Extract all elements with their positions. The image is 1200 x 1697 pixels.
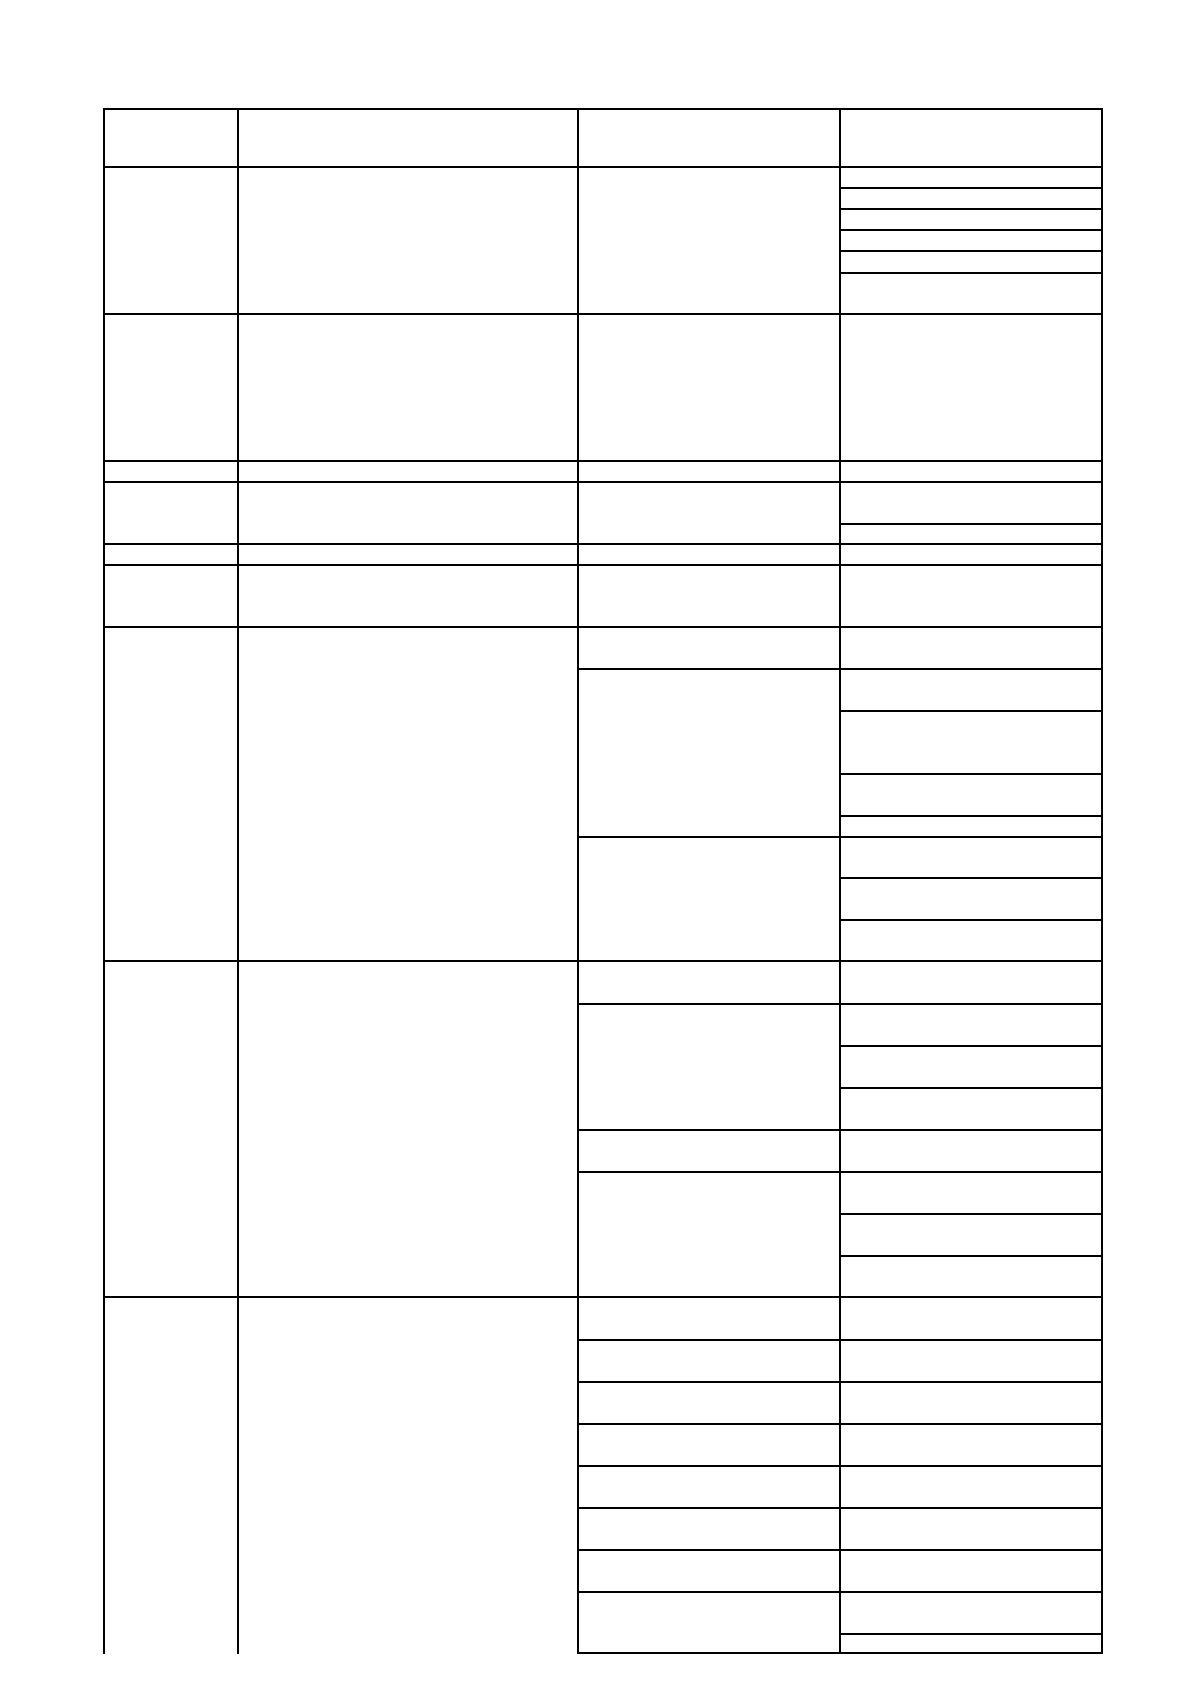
dosage-form — [839, 773, 1103, 815]
table-border — [237, 565, 239, 627]
table-border — [1101, 627, 1103, 961]
dosage-form — [839, 187, 1103, 208]
table-border — [103, 482, 105, 544]
drug-name — [577, 1591, 839, 1654]
table-border — [839, 1213, 1103, 1215]
drug-name — [577, 482, 839, 544]
dosage-form — [839, 229, 1103, 250]
table-border — [1101, 961, 1103, 1297]
drug-name — [577, 1129, 839, 1171]
table-border — [237, 961, 239, 1297]
table-border — [839, 208, 1103, 210]
table-border — [237, 544, 239, 565]
table-border — [839, 1045, 1103, 1047]
table-border — [103, 565, 105, 627]
table-border — [839, 961, 841, 1297]
table-border — [237, 482, 239, 544]
dosage-form — [839, 627, 1103, 668]
atc-code — [103, 1297, 237, 1654]
table-border — [839, 710, 1103, 712]
table-border — [1101, 1297, 1103, 1654]
dosage-form — [839, 877, 1103, 919]
dosage-form — [839, 1045, 1103, 1087]
atc-group-name — [237, 167, 577, 314]
table-border — [577, 1297, 579, 1654]
table-border — [839, 627, 841, 961]
dosage-form — [839, 1087, 1103, 1129]
dosage-form — [839, 1129, 1103, 1171]
drug-name — [577, 836, 839, 961]
table-border — [839, 314, 841, 461]
atc-code — [103, 108, 237, 167]
dosage-form — [839, 1297, 1103, 1339]
atc-group-name — [237, 461, 577, 482]
drug-name — [577, 1381, 839, 1423]
dosage-form — [839, 1465, 1103, 1507]
atc-code — [103, 314, 237, 461]
dosage-form — [839, 836, 1103, 877]
atc-group-name — [237, 1297, 577, 1654]
table-border — [839, 108, 841, 167]
dosage-form — [839, 668, 1103, 710]
table-border — [103, 961, 105, 1297]
table-border — [839, 1633, 1103, 1635]
dosage-form — [839, 482, 1103, 523]
dosage-form — [839, 1003, 1103, 1045]
table-border — [839, 461, 841, 482]
atc-group-name — [237, 108, 577, 167]
table-border — [839, 272, 1103, 274]
table-border — [839, 544, 841, 565]
dosage-form — [839, 919, 1103, 961]
dosage-form — [839, 1507, 1103, 1549]
dosage-form — [839, 1381, 1103, 1423]
table-border — [237, 627, 239, 961]
dosage-form — [839, 1171, 1103, 1213]
drug-name — [577, 1003, 839, 1129]
atc-code — [103, 627, 237, 961]
drug-name — [577, 1507, 839, 1549]
dosage-form — [839, 250, 1103, 272]
table-border — [577, 1652, 1103, 1654]
atc-group-name — [237, 544, 577, 565]
dosage-form — [839, 1633, 1103, 1654]
table-border — [839, 815, 1103, 817]
dosage-form — [839, 1255, 1103, 1297]
table-border — [839, 1297, 841, 1654]
table-border — [839, 1087, 1103, 1089]
dosage-form — [839, 167, 1103, 187]
table-border — [577, 961, 579, 1297]
table-border — [103, 544, 105, 565]
table-border — [1101, 461, 1103, 482]
table-border — [577, 314, 579, 461]
atc-group-name — [237, 482, 577, 544]
drug-name — [577, 167, 839, 314]
table-border — [237, 461, 239, 482]
dosage-form — [839, 1339, 1103, 1381]
dosage-form — [839, 1213, 1103, 1255]
atc-code — [103, 461, 237, 482]
drug-classification-table — [103, 108, 1103, 1547]
atc-code — [103, 167, 237, 314]
table-border — [577, 167, 579, 314]
table-border — [839, 565, 841, 627]
table-border — [577, 461, 579, 482]
table-border — [577, 482, 579, 544]
drug-name — [577, 668, 839, 836]
table-border — [237, 314, 239, 461]
table-border — [577, 565, 579, 627]
table-border — [237, 167, 239, 314]
dosage-form — [839, 1591, 1103, 1633]
table-border — [577, 627, 579, 961]
drug-name — [577, 1339, 839, 1381]
dosage-form — [839, 1423, 1103, 1465]
table-border — [1101, 314, 1103, 461]
table-border — [839, 1255, 1103, 1257]
table-border — [1101, 167, 1103, 314]
table-border — [103, 461, 105, 482]
table-border — [103, 627, 105, 961]
atc-group-name — [237, 314, 577, 461]
table-border — [103, 167, 105, 314]
table-border — [839, 919, 1103, 921]
drug-name — [577, 627, 839, 668]
atc-code — [103, 961, 237, 1297]
dosage-form — [839, 710, 1103, 773]
table-border — [237, 108, 239, 167]
atc-code — [103, 544, 237, 565]
table-border — [839, 250, 1103, 252]
table-border — [1101, 565, 1103, 627]
table-border — [1101, 544, 1103, 565]
table-border — [839, 773, 1103, 775]
table-border — [839, 167, 841, 314]
table-border — [839, 229, 1103, 231]
drug-name — [577, 1549, 839, 1591]
table-border — [839, 877, 1103, 879]
dosage-form — [839, 272, 1103, 314]
dosage-form — [839, 815, 1103, 836]
drug-name — [577, 1465, 839, 1507]
table-border — [103, 108, 105, 167]
table-border — [839, 523, 1103, 525]
table-border — [577, 108, 579, 167]
atc-group-name — [237, 565, 577, 627]
drug-name — [577, 1297, 839, 1339]
drug-name — [577, 1423, 839, 1465]
drug-name — [577, 1171, 839, 1297]
table-border — [839, 187, 1103, 189]
table-border — [1101, 108, 1103, 167]
dosage-form — [839, 208, 1103, 229]
dosage-form — [839, 523, 1103, 544]
table-border — [839, 482, 841, 544]
table-border — [1101, 482, 1103, 544]
atc-group-name — [237, 961, 577, 1297]
table-border — [577, 544, 579, 565]
atc-code — [103, 482, 237, 544]
dosage-form — [839, 1549, 1103, 1591]
table-border — [237, 1297, 239, 1654]
dosage-form — [839, 961, 1103, 1003]
table-border — [103, 314, 105, 461]
atc-code — [103, 565, 237, 627]
drug-name — [577, 961, 839, 1003]
table-border — [103, 1297, 105, 1654]
atc-group-name — [237, 627, 577, 961]
